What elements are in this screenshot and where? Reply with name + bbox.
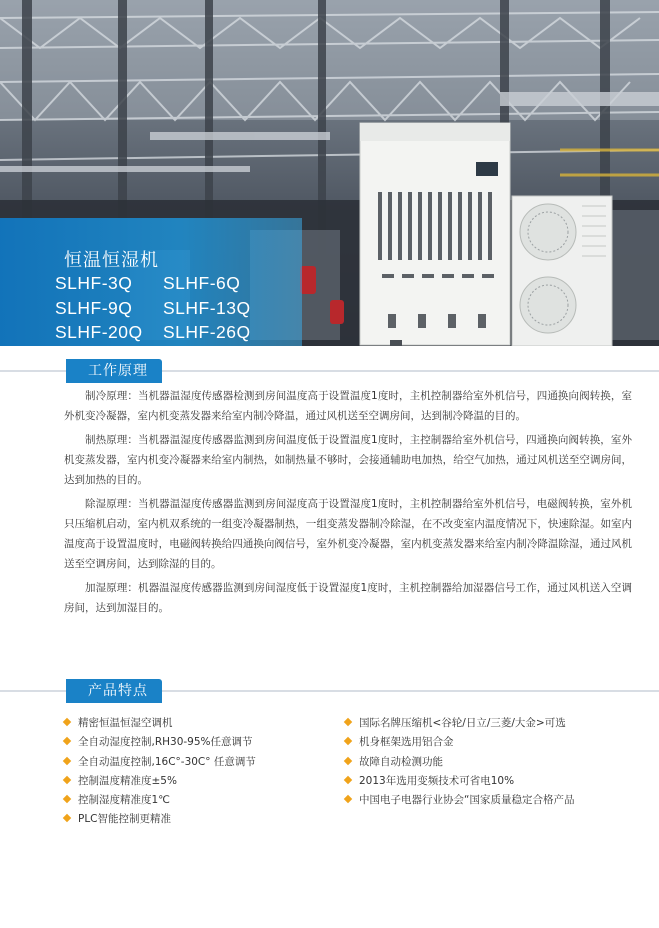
diamond-bullet-icon (344, 795, 352, 803)
model-label: SLHF-9Q (55, 298, 133, 318)
diamond-bullet-icon (63, 737, 71, 745)
diamond-bullet-icon (63, 795, 71, 803)
model-label: SLHF-20Q (55, 322, 143, 342)
feature-item: 中国电子电器行业协会“国家质量稳定合格产品 (345, 791, 574, 810)
principle-dehumidify: 除湿原理：当机器温湿度传感器监测到房间湿度高于设置湿度1度时，主机控制器给室外机信号，电磁阀转换，室外机只压缩机启动，室内机双系统的一组变冷凝器制热，一组变蒸发器制冷除湿，在不改变室内温度情况下，快速除湿。如室内温度高于设置温度时，电磁阀转换给四通换向阀信号，室外机变冷凝器，室内机变蒸发器来给室内制冷降温除湿，通过风机送至空调房间，达到除湿的目的。 (64, 498, 632, 570)
model-label: SLHF-26Q (163, 322, 251, 342)
diamond-bullet-icon (344, 756, 352, 764)
principles-text (64, 386, 632, 622)
model-label: SLHF-13Q (163, 298, 251, 318)
title-panel (0, 218, 302, 346)
feature-list-left (64, 714, 256, 830)
section-heading-principles: 工作原理 (74, 359, 162, 383)
feature-item: 全自动温度控制,16C°-30C° 任意调节 (64, 753, 256, 772)
diamond-bullet-icon (344, 737, 352, 745)
diamond-bullet-icon (63, 756, 71, 764)
feature-item: 精密恒温恒湿空调机 (64, 714, 256, 733)
feature-list-right (345, 714, 574, 810)
indoor-unit-illustration (360, 123, 510, 346)
principle-humidify: 加湿原理：机器温湿度传感器监测到房间湿度低于设置湿度1度时，主机控制器给加湿器信号工作，通过风机送入空调房间，达到加湿目的。 (64, 582, 632, 614)
feature-item: 机身框架选用铝合金 (345, 733, 574, 752)
feature-item: PLC智能控制更精准 (64, 810, 256, 829)
diamond-bullet-icon (63, 776, 71, 784)
diamond-bullet-icon (63, 718, 71, 726)
model-label: SLHF-6Q (163, 273, 241, 293)
feature-item: 控制湿度精准度1℃ (64, 791, 256, 810)
diamond-bullet-icon (344, 776, 352, 784)
feature-item: 国际名牌压缩机<谷轮/日立/三菱/大金>可选 (345, 714, 574, 733)
section-heading-features: 产品特点 (74, 679, 162, 703)
principle-cooling: 制冷原理：当机器温湿度传感器检测到房间温度高于设置温度1度时，主机控制器给室外机信号，四通换向阀转换，室外机变冷凝器，室内机变蒸发器来给室内制冷降温，通过风机送至空调房间，达到制冷降温的目的。 (64, 390, 632, 422)
feature-item: 故障自动检测功能 (345, 753, 574, 772)
hero-banner (0, 0, 659, 346)
diamond-bullet-icon (63, 814, 71, 822)
diamond-bullet-icon (344, 718, 352, 726)
outdoor-unit-illustration (512, 196, 612, 346)
principle-heating: 制热原理：当机器温湿度传感器监测到房间温度低于设置温度1度时，主控制器给室外机信号，四通换向阀转换，室外机变蒸发器，室内机变冷凝器来给室内制热，如制热量不够时，会接通辅助电加热，给空气加热，通过风机送至空调房间，达到加热的目的。 (64, 434, 632, 486)
model-label: SLHF-3Q (55, 273, 133, 293)
feature-item: 全自动湿度控制,RH30-95%任意调节 (64, 733, 256, 752)
product-title: 恒温恒湿机 (64, 250, 159, 271)
feature-item: 控制温度精准度±5% (64, 772, 256, 791)
feature-item: 2013年选用变频技术可省电10% (345, 772, 574, 791)
